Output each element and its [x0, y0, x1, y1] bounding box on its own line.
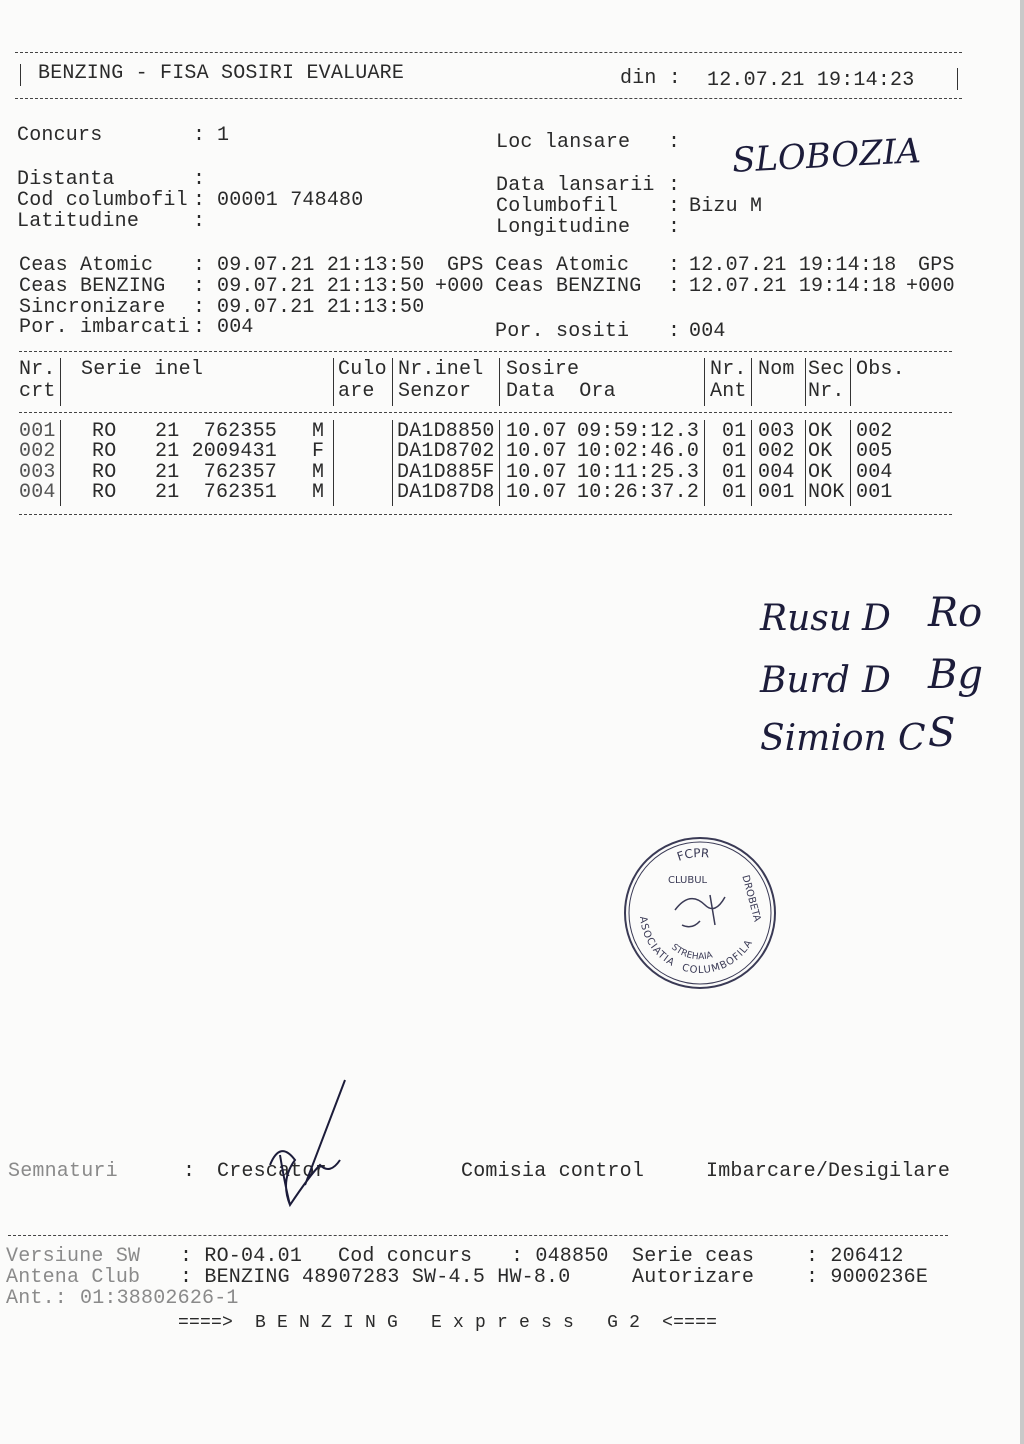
benzing-banner: ====> B E N Z I N G E x p r e s s G 2 <====	[178, 1313, 718, 1333]
clock-colon: :	[193, 254, 206, 277]
cell-year: 21	[155, 460, 180, 484]
signatory-initial: D	[862, 660, 891, 701]
stamp-left-text: ASOCIATIA	[637, 915, 677, 970]
semnaturi-label: Semnaturi	[8, 1160, 118, 1183]
signatory-name: Simion	[760, 718, 887, 759]
por-sositi-label: Por. sositi	[495, 320, 630, 343]
column-separator	[751, 358, 752, 406]
footer-divider	[8, 1235, 948, 1236]
cell-sec: NOK	[808, 480, 845, 504]
info-label: Loc lansare	[496, 131, 631, 154]
header-left-border	[20, 64, 21, 86]
cell-sec: OK	[808, 460, 833, 484]
header-sec-line2: Nr.	[808, 380, 845, 403]
comisia-control-label: Comisia control	[461, 1160, 645, 1183]
cell-sex: M	[312, 420, 325, 443]
cell-sex: M	[312, 480, 325, 504]
clock-suffix: +000	[435, 275, 484, 298]
column-separator	[333, 420, 334, 506]
clock-suffix: GPS	[447, 254, 484, 277]
column-separator	[499, 358, 500, 406]
clock-value: 12.07.21 19:14:18	[689, 275, 897, 298]
cell-nr: 004	[19, 480, 56, 504]
versiune-value: RO-04.01	[204, 1245, 303, 1268]
ant-label: Ant.:	[6, 1287, 68, 1310]
info-label: Longitudine	[496, 216, 631, 239]
cell-country: RO	[92, 440, 117, 464]
por-sositi-value: 004	[689, 320, 726, 343]
clock-colon: :	[193, 275, 206, 298]
header-nr-line2: crt	[19, 380, 56, 403]
cod-concurs-value: 048850	[535, 1245, 609, 1268]
autorizare-value: 9000236E	[830, 1266, 929, 1289]
header-nom: Nom	[758, 358, 795, 381]
antena-label: Antena Club	[6, 1266, 141, 1289]
cell-time: 10:02:46.0	[577, 440, 700, 464]
header-inel: Nr.inel	[398, 358, 484, 381]
cell-nom: 002	[758, 440, 795, 464]
clock-label: Sincronizare	[19, 296, 166, 319]
cell-date: 10.07	[506, 440, 568, 464]
info-colon: :	[193, 210, 206, 233]
clock-value: 09.07.21 21:13:50	[217, 275, 425, 298]
clock-value: 004	[217, 316, 254, 339]
cell-country: RO	[92, 420, 117, 443]
signatory-initial: D	[862, 598, 891, 639]
cell-ant: 01	[722, 440, 747, 464]
signatory-initial: C	[898, 718, 926, 759]
cell-time: 10:26:37.2	[577, 480, 700, 504]
cell-ant: 01	[722, 460, 747, 484]
cell-sex: M	[312, 460, 325, 484]
table-rule	[19, 514, 952, 515]
clock-label: Por. imbarcati	[19, 316, 190, 339]
cell-obs: 004	[856, 460, 893, 484]
cell-ring: 2009431	[191, 440, 277, 464]
cell-ring: 762351	[203, 480, 277, 504]
cell-senzor: DA1D8850	[397, 420, 495, 443]
semnaturi-colon: :	[183, 1160, 196, 1183]
info-value: 1	[217, 124, 230, 147]
column-separator	[392, 420, 393, 506]
column-separator	[392, 358, 393, 406]
cell-obs: 005	[856, 440, 893, 464]
info-colon: :	[668, 216, 681, 239]
clock-label: Ceas BENZING	[19, 275, 166, 298]
header-ant-line2: Ant	[710, 380, 747, 403]
cell-time: 10:11:25.3	[577, 460, 700, 484]
clock-colon: :	[193, 316, 206, 339]
cell-obs: 001	[856, 480, 893, 504]
cell-ant: 01	[722, 480, 747, 504]
header-bottom-border	[15, 98, 962, 99]
header-culo-line2: are	[338, 380, 375, 403]
header-inel-line2: Senzor	[398, 380, 472, 403]
clock-value: 09.07.21 21:13:50	[217, 296, 425, 319]
scan-edge	[1020, 0, 1024, 1444]
info-colon: :	[193, 168, 206, 191]
cell-nom: 003	[758, 420, 795, 443]
cell-sex: F	[312, 440, 325, 464]
ant-value: 01:38802626-1	[80, 1287, 239, 1310]
column-separator	[850, 358, 851, 406]
cell-nom: 001	[758, 480, 795, 504]
cell-year: 21	[155, 480, 180, 504]
column-separator	[805, 358, 806, 406]
column-separator	[333, 358, 334, 406]
signatory-name: Rusu	[760, 598, 852, 639]
cell-sec: OK	[808, 440, 833, 464]
info-value: 00001 748480	[217, 189, 364, 212]
por-sositi-colon: :	[668, 320, 681, 343]
info-colon: :	[193, 189, 206, 212]
info-colon: :	[193, 124, 206, 147]
cell-country: RO	[92, 480, 117, 504]
column-separator	[850, 420, 851, 506]
header-ant: Nr.	[710, 358, 747, 381]
table-rule	[19, 351, 952, 352]
cell-country: RO	[92, 460, 117, 484]
serie-ceas-label: Serie ceas	[632, 1245, 755, 1268]
cell-date: 10.07	[506, 480, 568, 504]
document-title: BENZING - FISA SOSIRI EVALUARE	[38, 62, 405, 85]
cell-ring: 762357	[203, 460, 277, 484]
antena-value: BENZING 48907283 SW-4.5 HW-8.0	[204, 1266, 571, 1289]
clock-label: Ceas Atomic	[19, 254, 154, 277]
column-separator	[704, 358, 705, 406]
signatory-signature: S	[928, 710, 956, 756]
versiune-label: Versiune SW	[6, 1245, 141, 1268]
cell-ant: 01	[722, 420, 747, 443]
signatory-name: Burd	[760, 660, 850, 701]
header-sec: Sec	[808, 358, 845, 381]
info-colon: :	[668, 174, 681, 197]
loc-lansare-handwritten: SLOBOZIA	[731, 131, 922, 181]
stamp-bottom-text: COLUMBOFILA	[680, 937, 756, 977]
stamp-top-text: FCPR	[675, 845, 710, 864]
cell-nr: 001	[19, 420, 56, 443]
clock-colon: :	[193, 296, 206, 319]
autorizare-label: Autorizare	[632, 1266, 755, 1289]
din-value: 12.07.21 19:14:23	[707, 69, 915, 92]
header-right-border	[957, 68, 958, 90]
info-colon: :	[668, 131, 681, 154]
club-stamp	[620, 835, 780, 990]
header-top-border	[15, 52, 962, 53]
pigeon-emblem-icon	[675, 895, 725, 927]
info-colon: :	[668, 195, 681, 218]
clock-label: Ceas BENZING	[495, 275, 642, 298]
column-separator	[499, 420, 500, 506]
cell-year: 21	[155, 420, 180, 443]
cell-obs: 002	[856, 420, 893, 443]
column-separator	[751, 420, 752, 506]
cell-nom: 004	[758, 460, 795, 484]
crescator-signature	[250, 1075, 360, 1215]
cell-time: 09:59:12.3	[577, 420, 700, 443]
header-serie: Serie inel	[81, 358, 204, 381]
clock-suffix: +000	[906, 275, 955, 298]
din-label: din :	[620, 67, 682, 90]
clock-value: 09.07.21 21:13:50	[217, 254, 425, 277]
column-separator	[60, 420, 61, 506]
column-separator	[704, 420, 705, 506]
cell-ring: 762355	[203, 420, 277, 443]
cell-senzor: DA1D885F	[397, 460, 495, 484]
cell-year: 21	[155, 440, 180, 464]
header-sosire: Sosire	[506, 358, 580, 381]
column-separator	[805, 420, 806, 506]
cell-senzor: DA1D8702	[397, 440, 495, 464]
svg-text:FCPR	[675, 846, 710, 864]
clock-colon: :	[668, 254, 681, 277]
info-label: Columbofil	[496, 195, 619, 218]
cod-concurs-label: Cod concurs	[338, 1245, 473, 1268]
signatory-signature: Ro	[928, 590, 983, 636]
info-label: Latitudine	[17, 210, 140, 233]
cell-senzor: DA1D87D8	[397, 480, 495, 504]
header-sosire-line2: Data Ora	[506, 380, 616, 403]
signatory-signature: Bg	[928, 652, 983, 698]
stamp-inner-text: STREHAIA	[669, 942, 714, 963]
stamp-right-text: DROBETA	[739, 873, 763, 924]
table-rule	[19, 412, 952, 413]
clock-value: 12.07.21 19:14:18	[689, 254, 897, 277]
cell-sec: OK	[808, 420, 833, 443]
header-culo: Culo	[338, 358, 387, 381]
info-label: Data lansarii	[496, 174, 655, 197]
cell-date: 10.07	[506, 420, 568, 443]
clock-suffix: GPS	[918, 254, 955, 277]
stamp-center-text: CLUBUL	[668, 875, 708, 886]
info-label: Distanta	[17, 168, 115, 191]
column-separator	[60, 358, 61, 406]
crescator-label: Crescator	[217, 1160, 327, 1183]
cell-nr: 002	[19, 440, 56, 464]
header-obs: Obs.	[856, 358, 905, 381]
clock-label: Ceas Atomic	[495, 254, 630, 277]
serie-ceas-value: 206412	[830, 1245, 904, 1268]
cell-nr: 003	[19, 460, 56, 484]
info-label: Concurs	[17, 124, 103, 147]
header-nr: Nr.	[19, 358, 56, 381]
imbarcare-label: Imbarcare/Desigilare	[706, 1160, 951, 1183]
info-value: Bizu M	[689, 195, 763, 218]
cell-date: 10.07	[506, 460, 568, 484]
info-label: Cod columbofil	[17, 189, 188, 212]
clock-colon: :	[668, 275, 681, 298]
